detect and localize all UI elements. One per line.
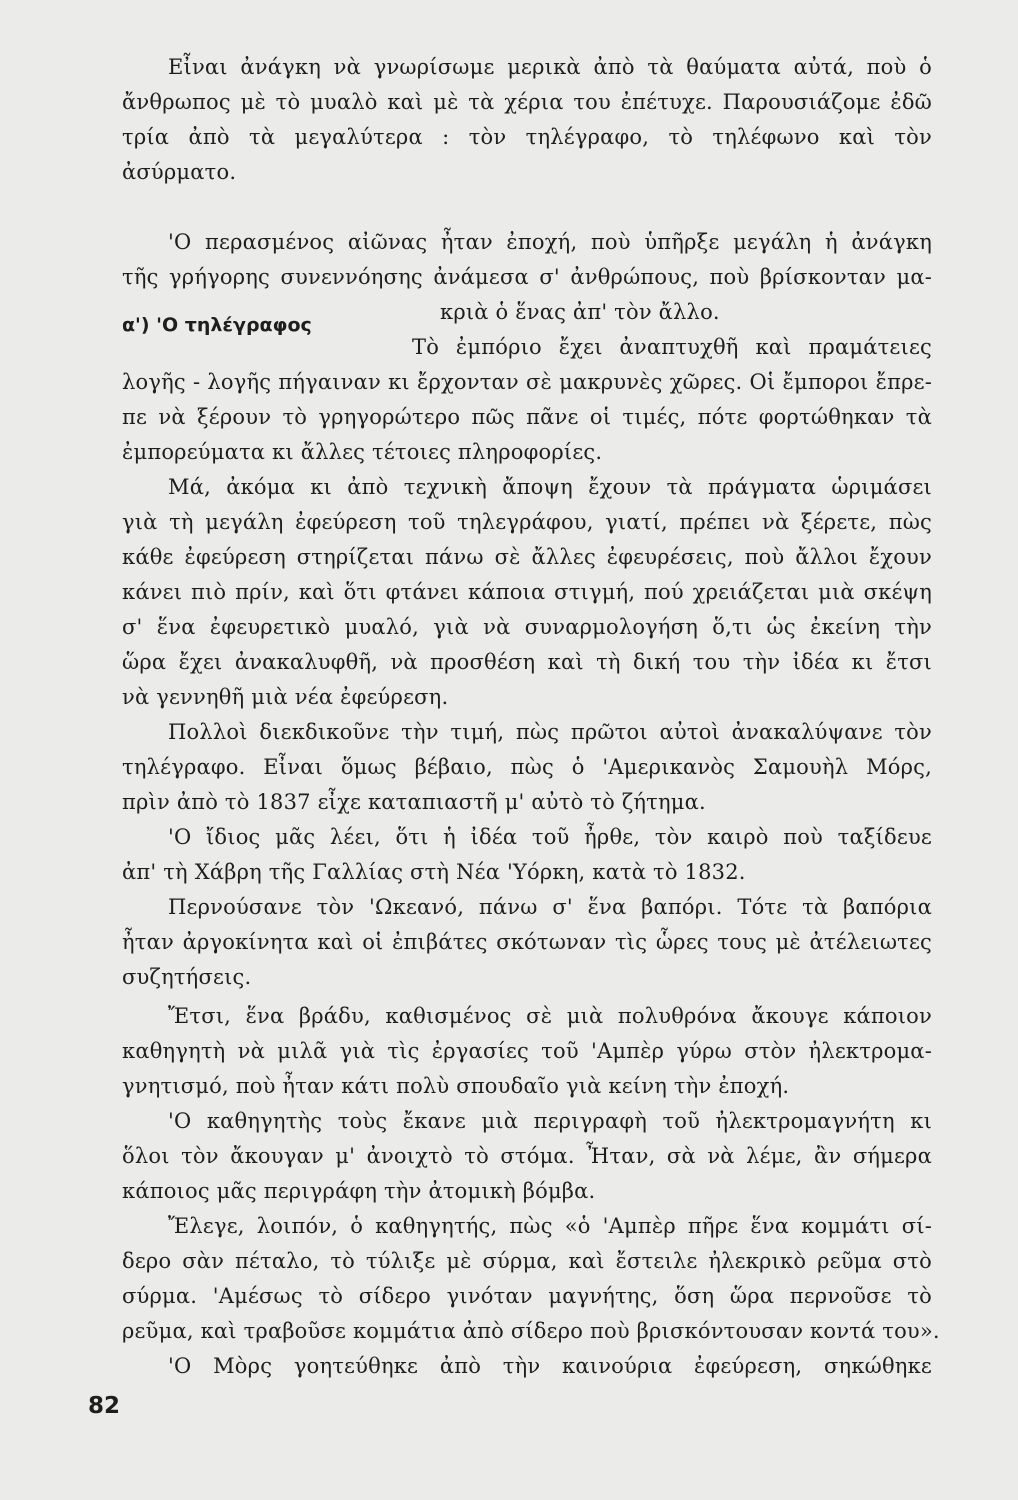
text-line: ἀσύρματο. xyxy=(122,160,237,184)
text-line: νὰ γεννηθῆ μιὰ νέα ἐφεύρεση. xyxy=(122,685,449,709)
text-line: τῆς γρήγορης συνεννόησης ἀνάμεσα σ' ἀνθρώπους, ποὺ βρίσκονταν μα- xyxy=(122,265,932,289)
text-line: Ἔτσι, ἕνα βράδυ, καθισμένος σὲ μιὰ πολυθρόνα ἄκουγε κάποιον xyxy=(168,1004,932,1028)
text-line: κάθε ἐφεύρεση στηρίζεται πάνω σὲ ἄλλες ἐφευρέσεις, ποὺ ἄλλοι ἔχουν xyxy=(122,545,932,569)
text-line: 'Ο καθηγητὴς τοὺς ἔκανε μιὰ περιγραφὴ τοῦ ἠλεκτρομαγνήτη κι xyxy=(168,1109,932,1133)
page-number: 82 xyxy=(88,1393,121,1419)
text-line: Πολλοὶ διεκδικοῦνε τὴν τιμή, πὼς πρῶτοι αὐτοὶ ἀνακαλύψανε τὸν xyxy=(168,720,932,744)
text-line: τρία ἀπὸ τὰ μεγαλύτερα : τὸν τηλέγραφο, τὸ τηλέφωνο καὶ τὸν xyxy=(122,125,932,149)
text-line: κριὰ ὁ ἕνας ἀπ' τὸν ἄλλο. xyxy=(440,300,720,324)
text-line: συζητήσεις. xyxy=(122,965,252,989)
text-line: 'Ο περασμένος αἰῶνας ἦταν ἐποχή, ποὺ ὑπῆρξε μεγάλη ἡ ἀνάγκη xyxy=(168,230,932,254)
text-line: δερο σὰν πέταλο, τὸ τύλιξε μὲ σύρμα, καὶ ἔστειλε ἠλεκρικὸ ρεῦμα στὸ xyxy=(122,1249,932,1273)
text-line: ἐμπορεύματα κι ἄλλες τέτοιες πληροφορίες. xyxy=(122,440,603,464)
text-line: λογῆς - λογῆς πήγαιναν κι ἔρχονταν σὲ μακρυνὲς χῶρες. Οἱ ἔμποροι ἔπρε- xyxy=(122,370,932,394)
text-line: γνητισμό, ποὺ ἦταν κάτι πολὺ σπουδαῖο γιὰ κείνη τὴν ἐποχή. xyxy=(122,1074,790,1098)
text-line: ὥρα ἔχει ἀνακαλυφθῆ, νὰ προσθέση καὶ τὴ δική του τὴν ἰδέα κι ἔτσι xyxy=(122,650,932,674)
section-heading: α') 'Ο τηλέγραφος xyxy=(122,314,312,336)
text-line: Μά, ἀκόμα κι ἀπὸ τεχνικὴ ἄποψη ἔχουν τὰ πράγματα ὡριμάσει xyxy=(168,475,932,499)
text-line: πρὶν ἀπὸ τὸ 1837 εἶχε καταπιαστῆ μ' αὐτὸ τὸ ζήτημα. xyxy=(122,790,706,814)
text-line: ἦταν ἀργοκίνητα καὶ οἱ ἐπιβάτες σκότωναν τὶς ὧρες τους μὲ ἀτέλειωτες xyxy=(122,930,932,954)
text-line: Τὸ ἐμπόριο ἔχει ἀναπτυχθῆ καὶ πραμάτειες xyxy=(412,335,932,359)
text-line: ἄνθρωπος μὲ τὸ μυαλὸ καὶ μὲ τὰ χέρια του ἐπέτυχε. Παρουσιάζομε ἐδῶ xyxy=(122,90,932,114)
text-line: Περνούσανε τὸν 'Ωκεανό, πάνω σ' ἕνα βαπόρι. Τότε τὰ βαπόρια xyxy=(168,895,932,919)
text-line: ἀπ' τὴ Χάβρη τῆς Γαλλίας στὴ Νέα 'Υόρκη, κατὰ τὸ 1832. xyxy=(122,860,746,884)
text-line: τηλέγραφο. Εἶναι ὅμως βέβαιο, πὼς ὁ 'Αμερικανὸς Σαμουὴλ Μόρς, xyxy=(122,755,932,779)
text-line: Εἶναι ἀνάγκη νὰ γνωρίσωμε μερικὰ ἀπὸ τὰ θαύματα αὐτά, ποὺ ὁ xyxy=(168,55,932,79)
text-line: γιὰ τὴ μεγάλη ἐφεύρεση τοῦ τηλεγράφου, γιατί, πρέπει νὰ ξέρετε, πὼς xyxy=(122,510,932,534)
text-line: ρεῦμα, καὶ τραβοῦσε κομμάτια ἀπὸ σίδερο ποὺ βρισκόντουσαν κοντά του». xyxy=(122,1319,940,1343)
text-line: καθηγητὴ νὰ μιλᾶ γιὰ τὶς ἐργασίες τοῦ 'Αμπὲρ γύρω στὸν ἠλεκτρομα- xyxy=(122,1039,932,1063)
text-line: κάνει πιὸ πρίν, καὶ ὅτι φτάνει κάποια στιγμή, πού χρειάζεται μιὰ σκέψη xyxy=(122,580,932,604)
text-line: σύρμα. 'Αμέσως τὸ σίδερο γινόταν μαγνήτης, ὅση ὥρα περνοῦσε τὸ xyxy=(122,1284,932,1308)
text-line: σ' ἕνα ἐφευρετικὸ μυαλό, γιὰ νὰ συναρμολογήση ὅ,τι ὡς ἐκείνη τὴν xyxy=(122,615,932,639)
text-line: ὅλοι τὸν ἄκουγαν μ' ἀνοιχτὸ τὸ στόμα. Ἦταν, σὰ νὰ λέμε, ἂν σήμερα xyxy=(122,1144,932,1168)
text-line: πε νὰ ξέρουν τὸ γρηγορώτερο πῶς πᾶνε οἱ τιμές, πότε φορτώθηκαν τὰ xyxy=(122,405,932,429)
text-line: Ἔλεγε, λοιπόν, ὁ καθηγητής, πὼς «ὁ 'Αμπὲρ πῆρε ἕνα κομμάτι σί- xyxy=(168,1214,932,1238)
text-line: 'Ο ἴδιος μᾶς λέει, ὅτι ἡ ἰδέα τοῦ ἦρθε, τὸν καιρὸ ποὺ ταξίδευε xyxy=(168,825,932,849)
text-line: κάποιος μᾶς περιγράφη τὴν ἀτομικὴ βόμβα. xyxy=(122,1179,596,1203)
text-line: 'Ο Μὸρς γοητεύθηκε ἀπὸ τὴν καινούρια ἐφεύρεση, σηκώθηκε xyxy=(168,1354,932,1378)
